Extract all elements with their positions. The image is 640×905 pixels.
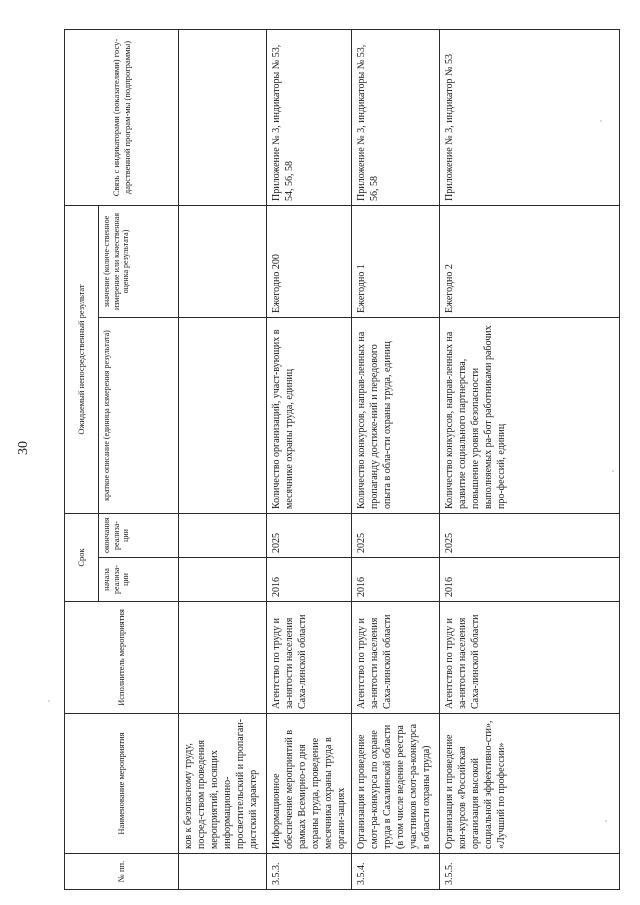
header-result-value: значение (количе-ственное измерение или качественная оценка результата) xyxy=(99,206,179,318)
header-row-main xyxy=(65,30,99,890)
cell-executor: Агентство по труду и за-нятости населения Саха-линской области xyxy=(352,602,440,714)
cell-end xyxy=(179,514,267,558)
cell-end: 2025 xyxy=(352,514,440,558)
header-link: Связь с индикаторами (показателями) госу-дарственной програм-мы (подпрограммы) xyxy=(65,30,179,206)
cell-desc: Количество конкурсов, направ-ленных на развитие социального партнерства, повышение уровня безопасности выполняемых ра-бот работниками рабочих про-фессий, единиц xyxy=(440,318,620,514)
cell-start: 2016 xyxy=(440,558,620,602)
cell-link: Приложение № 3, индикаторы № 53, 54, 56, 58 xyxy=(267,30,352,206)
scan-speck xyxy=(48,700,50,702)
header-term-end: окончания реализа-ции xyxy=(99,514,179,558)
header-term-start: начала реализа-ции xyxy=(99,558,179,602)
cell-num: 3.5.4. xyxy=(352,854,440,890)
cell-num: 3.5.3. xyxy=(267,854,352,890)
header-term: Срок xyxy=(65,514,99,602)
cell-num xyxy=(179,854,267,890)
cell-link xyxy=(179,30,267,206)
cell-link: Приложение № 3, индикаторы № 53, 56, 58 xyxy=(352,30,440,206)
cell-name: Информационное обеспечение мероприятий в рамках Всемирно-го дня охраны труда, проведение месячника охраны труда в органи-зациях xyxy=(267,714,352,854)
header-num: № пп. xyxy=(65,854,179,890)
cell-end: 2025 xyxy=(267,514,352,558)
cell-start: 2016 xyxy=(352,558,440,602)
measures-table xyxy=(64,29,620,890)
table-row xyxy=(267,30,352,890)
cell-executor: Агентство по труду и за-нятости населения Саха-линской области xyxy=(440,602,620,714)
table-row xyxy=(179,30,267,890)
cell-executor xyxy=(179,602,267,714)
cell-value: Ежегодно 2 xyxy=(440,206,620,318)
header-result: Ожидаемый непосредственный результат xyxy=(65,206,99,514)
cell-start xyxy=(179,558,267,602)
cell-num: 3.5.5. xyxy=(440,854,620,890)
cell-executor: Агентство по труду и за-нятости населения Саха-линской области xyxy=(267,602,352,714)
header-executor: Исполнитель мероприятия xyxy=(65,602,179,714)
table-row xyxy=(352,30,440,890)
cell-value: Ежегодно 1 xyxy=(352,206,440,318)
cell-name: Организация и проведение кон-курсов «Российская организация высокой социальной эффективно-сти», «Лучший по профессии» xyxy=(440,714,620,854)
rotated-table-wrapper xyxy=(64,30,608,890)
cell-value: Ежегодно 200 xyxy=(267,206,352,318)
cell-link: Приложение № 3, индикатор № 53 xyxy=(440,30,620,206)
cell-value xyxy=(179,206,267,318)
cell-desc: Количество организаций, участ-вующих в месячнике охраны труда, единиц xyxy=(267,318,352,514)
cell-desc xyxy=(179,318,267,514)
table-row xyxy=(440,30,620,890)
page-number: 30 xyxy=(16,441,31,455)
header-name: Наименование мероприятия xyxy=(65,714,179,854)
header-result-desc: краткое описание (единица измерения результата) xyxy=(99,318,179,514)
cell-name: Организация и проведение смот-ра-конкурса по охране труда в Сахалинской области (в том числе ведение реестра участников смот-ра-конкурса в области охраны труда) xyxy=(352,714,440,854)
cell-end: 2025 xyxy=(440,514,620,558)
cell-start: 2016 xyxy=(267,558,352,602)
cell-name: ков к безопасному труду, посред-ством проведения мероприятий, носящих информационно-просветительский и пропаган-дистский характер xyxy=(179,714,267,854)
cell-desc: Количество конкурсов, направ-ленных на пропаганду достиже-ний и передового опыта в обла-сти охраны труда, единиц xyxy=(352,318,440,514)
